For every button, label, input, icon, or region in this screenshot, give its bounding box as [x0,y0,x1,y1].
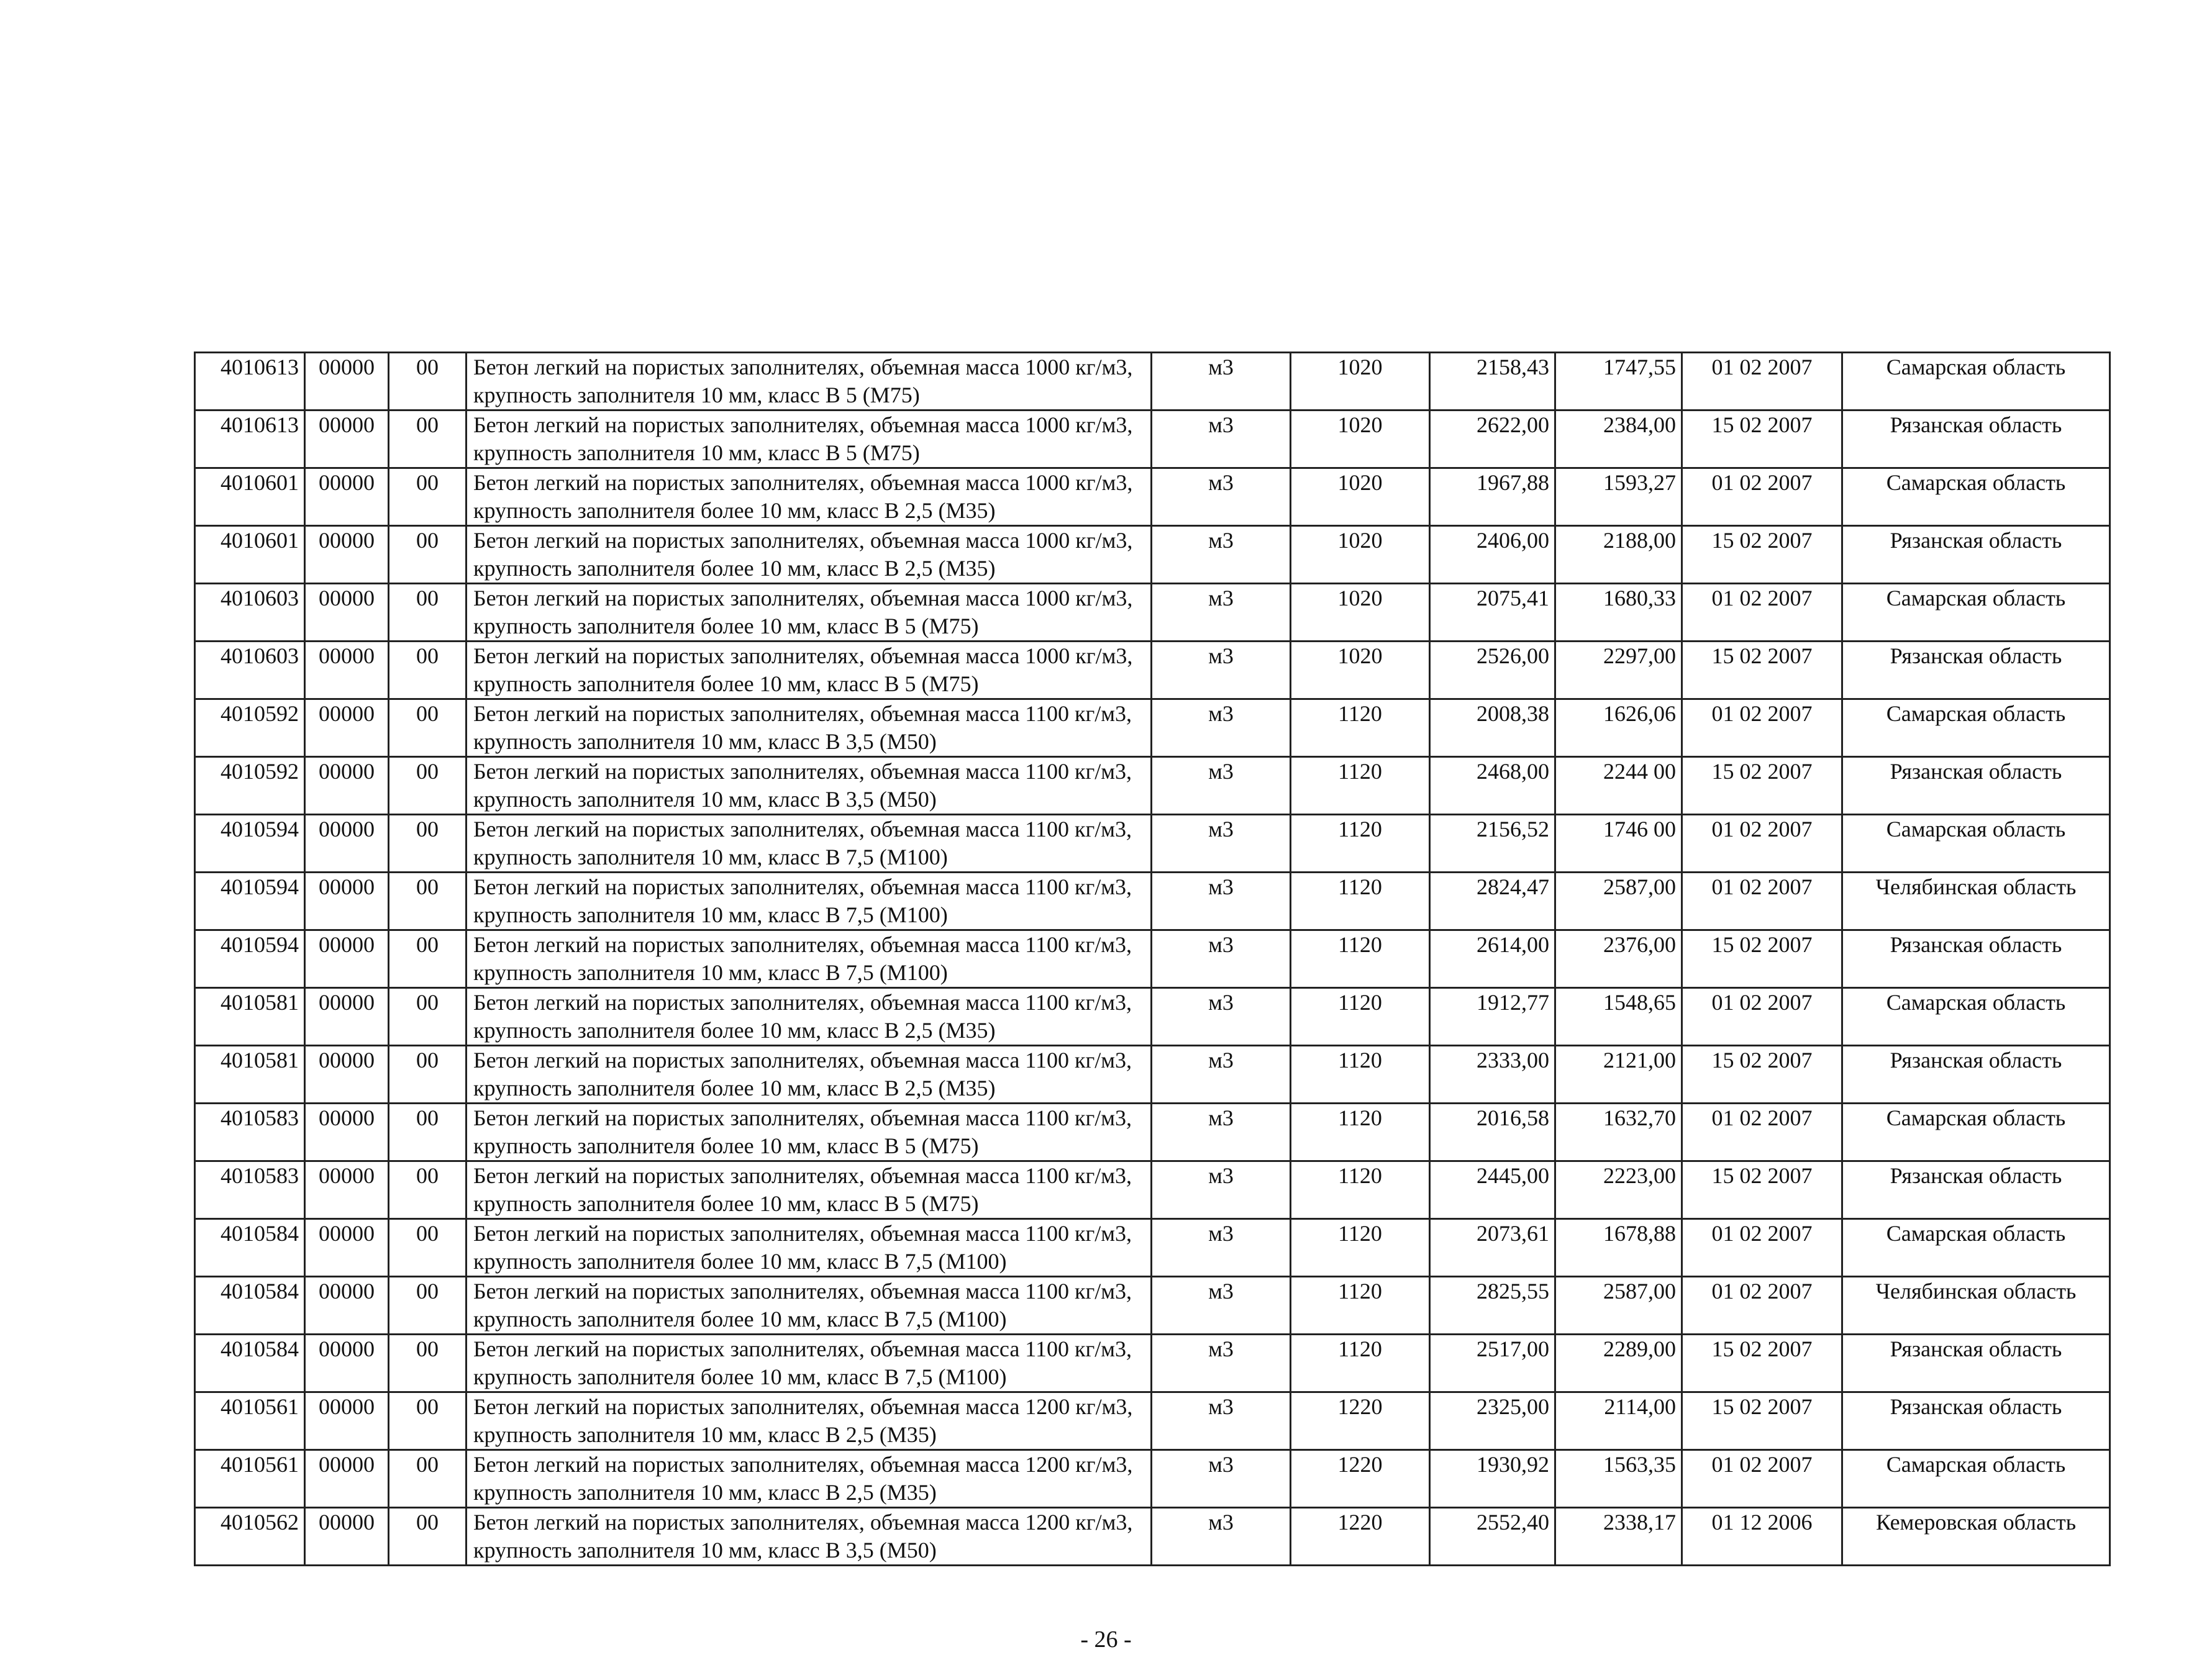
table-row [195,642,2110,699]
price-with-vat-cell: 2824,47 [1430,873,1555,930]
date-cell: 15 02 2007 [1682,411,1842,468]
subcode-cell: 00000 [305,584,389,642]
table-row [195,873,2110,930]
suffix-cell: 00 [389,642,467,699]
material-name-cell: Бетон легкий на пористых заполнителях, объемная масса 1000 кг/м3, крупность заполнителя более 10 мм, класс В 2,5 (М35) [467,526,1152,584]
mass-cell: 1220 [1291,1450,1430,1508]
price-cell: 2338,17 [1555,1508,1682,1566]
suffix-cell: 00 [389,1277,467,1335]
price-cell: 2297,00 [1555,642,1682,699]
material-name-cell: Бетон легкий на пористых заполнителях, объемная масса 1100 кг/м3, крупность заполнителя 10 мм, класс В 7,5 (М100) [467,930,1152,988]
table-row [195,1104,2110,1161]
region-cell: Рязанская область [1842,526,2110,584]
region-cell: Рязанская область [1842,1046,2110,1104]
region-cell: Самарская область [1842,699,2110,757]
suffix-cell: 00 [389,1392,467,1450]
unit-cell: м3 [1152,1392,1291,1450]
mass-cell: 1120 [1291,988,1430,1046]
unit-cell: м3 [1152,757,1291,815]
material-name-cell: Бетон легкий на пористых заполнителях, объемная масса 1200 кг/м3, крупность заполнителя 10 мм, класс В 2,5 (М35) [467,1450,1152,1508]
material-name-cell: Бетон легкий на пористых заполнителях, объемная масса 1100 кг/м3, крупность заполнителя 10 мм, класс В 7,5 (М100) [467,815,1152,873]
price-cell: 2384,00 [1555,411,1682,468]
mass-cell: 1120 [1291,1046,1430,1104]
suffix-cell: 00 [389,1161,467,1219]
mass-cell: 1120 [1291,757,1430,815]
suffix-cell: 00 [389,1046,467,1104]
date-cell: 15 02 2007 [1682,757,1842,815]
table-row [195,1161,2110,1219]
price-with-vat-cell: 1912,77 [1430,988,1555,1046]
table-row [195,1450,2110,1508]
mass-cell: 1020 [1291,642,1430,699]
unit-cell: м3 [1152,988,1291,1046]
material-name-cell: Бетон легкий на пористых заполнителях, объемная масса 1100 кг/м3, крупность заполнителя более 10 мм, класс В 7,5 (М100) [467,1219,1152,1277]
suffix-cell: 00 [389,353,467,411]
mass-cell: 1120 [1291,1219,1430,1277]
price-cell: 2121,00 [1555,1046,1682,1104]
price-with-vat-cell: 2552,40 [1430,1508,1555,1566]
date-cell: 01 02 2007 [1682,1104,1842,1161]
unit-cell: м3 [1152,930,1291,988]
material-name-cell: Бетон легкий на пористых заполнителях, объемная масса 1000 кг/м3, крупность заполнителя 10 мм, класс В 5 (М75) [467,353,1152,411]
price-cell: 2114,00 [1555,1392,1682,1450]
mass-cell: 1120 [1291,930,1430,988]
price-cell: 1548,65 [1555,988,1682,1046]
subcode-cell: 00000 [305,526,389,584]
material-name-cell: Бетон легкий на пористых заполнителях, объемная масса 1100 кг/м3, крупность заполнителя более 10 мм, класс В 7,5 (М100) [467,1277,1152,1335]
table-row [195,584,2110,642]
price-with-vat-cell: 2526,00 [1430,642,1555,699]
price-cell: 2188,00 [1555,526,1682,584]
suffix-cell: 00 [389,930,467,988]
date-cell: 15 02 2007 [1682,1392,1842,1450]
unit-cell: м3 [1152,815,1291,873]
resource-code-cell: 4010561 [195,1450,305,1508]
region-cell: Самарская область [1842,1104,2110,1161]
table-row [195,1335,2110,1392]
date-cell: 01 02 2007 [1682,353,1842,411]
price-cell: 2289,00 [1555,1335,1682,1392]
price-cell: 1678,88 [1555,1219,1682,1277]
mass-cell: 1020 [1291,468,1430,526]
region-cell: Рязанская область [1842,1335,2110,1392]
subcode-cell: 00000 [305,1277,389,1335]
unit-cell: м3 [1152,584,1291,642]
region-cell: Самарская область [1842,988,2110,1046]
subcode-cell: 00000 [305,757,389,815]
region-cell: Самарская область [1842,468,2110,526]
resource-code-cell: 4010581 [195,1046,305,1104]
suffix-cell: 00 [389,699,467,757]
subcode-cell: 00000 [305,1392,389,1450]
subcode-cell: 00000 [305,988,389,1046]
resource-code-cell: 4010562 [195,1508,305,1566]
region-cell: Рязанская область [1842,757,2110,815]
price-with-vat-cell: 2325,00 [1430,1392,1555,1450]
price-with-vat-cell: 2825,55 [1430,1277,1555,1335]
price-with-vat-cell: 2073,61 [1430,1219,1555,1277]
unit-cell: м3 [1152,1161,1291,1219]
region-cell: Самарская область [1842,353,2110,411]
price-with-vat-cell: 1930,92 [1430,1450,1555,1508]
mass-cell: 1120 [1291,815,1430,873]
date-cell: 01 02 2007 [1682,699,1842,757]
price-with-vat-cell: 2445,00 [1430,1161,1555,1219]
table-row [195,699,2110,757]
resource-code-cell: 4010581 [195,988,305,1046]
price-cell: 2244 00 [1555,757,1682,815]
resource-code-cell: 4010583 [195,1161,305,1219]
resource-code-cell: 4010592 [195,699,305,757]
price-with-vat-cell: 2406,00 [1430,526,1555,584]
unit-cell: м3 [1152,353,1291,411]
date-cell: 01 02 2007 [1682,988,1842,1046]
material-name-cell: Бетон легкий на пористых заполнителях, объемная масса 1100 кг/м3, крупность заполнителя 10 мм, класс В 3,5 (М50) [467,757,1152,815]
material-name-cell: Бетон легкий на пористых заполнителях, объемная масса 1100 кг/м3, крупность заполнителя более 10 мм, класс В 2,5 (М35) [467,1046,1152,1104]
material-name-cell: Бетон легкий на пористых заполнителях, объемная масса 1100 кг/м3, крупность заполнителя 10 мм, класс В 3,5 (М50) [467,699,1152,757]
table-row [195,526,2110,584]
subcode-cell: 00000 [305,1335,389,1392]
date-cell: 01 02 2007 [1682,1219,1842,1277]
unit-cell: м3 [1152,1277,1291,1335]
table-row [195,815,2110,873]
price-cell: 2587,00 [1555,1277,1682,1335]
material-name-cell: Бетон легкий на пористых заполнителях, объемная масса 1100 кг/м3, крупность заполнителя более 10 мм, класс В 7,5 (М100) [467,1335,1152,1392]
subcode-cell: 00000 [305,1046,389,1104]
material-name-cell: Бетон легкий на пористых заполнителях, объемная масса 1100 кг/м3, крупность заполнителя более 10 мм, класс В 5 (М75) [467,1161,1152,1219]
subcode-cell: 00000 [305,699,389,757]
region-cell: Самарская область [1842,815,2110,873]
price-cell: 1632,70 [1555,1104,1682,1161]
unit-cell: м3 [1152,873,1291,930]
price-table-container [194,352,2109,1566]
material-name-cell: Бетон легкий на пористых заполнителях, объемная масса 1200 кг/м3, крупность заполнителя 10 мм, класс В 2,5 (М35) [467,1392,1152,1450]
region-cell: Самарская область [1842,584,2110,642]
price-cell: 2223,00 [1555,1161,1682,1219]
table-row [195,1219,2110,1277]
unit-cell: м3 [1152,1450,1291,1508]
region-cell: Кемеровская область [1842,1508,2110,1566]
subcode-cell: 00000 [305,1508,389,1566]
resource-code-cell: 4010603 [195,642,305,699]
region-cell: Рязанская область [1842,411,2110,468]
price-with-vat-cell: 2158,43 [1430,353,1555,411]
material-name-cell: Бетон легкий на пористых заполнителях, объемная масса 1200 кг/м3, крупность заполнителя 10 мм, класс В 3,5 (М50) [467,1508,1152,1566]
resource-code-cell: 4010603 [195,584,305,642]
resource-code-cell: 4010584 [195,1277,305,1335]
price-cell: 2587,00 [1555,873,1682,930]
subcode-cell: 00000 [305,930,389,988]
mass-cell: 1120 [1291,1335,1430,1392]
region-cell: Челябинская область [1842,873,2110,930]
price-table [194,352,2111,1566]
price-with-vat-cell: 2468,00 [1430,757,1555,815]
suffix-cell: 00 [389,1104,467,1161]
suffix-cell: 00 [389,757,467,815]
resource-code-cell: 4010584 [195,1335,305,1392]
price-with-vat-cell: 2016,58 [1430,1104,1555,1161]
price-cell: 1563,35 [1555,1450,1682,1508]
mass-cell: 1220 [1291,1392,1430,1450]
material-name-cell: Бетон легкий на пористых заполнителях, объемная масса 1100 кг/м3, крупность заполнителя более 10 мм, класс В 5 (М75) [467,1104,1152,1161]
unit-cell: м3 [1152,642,1291,699]
region-cell: Самарская область [1842,1450,2110,1508]
table-row [195,757,2110,815]
subcode-cell: 00000 [305,411,389,468]
date-cell: 01 02 2007 [1682,468,1842,526]
table-row [195,988,2110,1046]
suffix-cell: 00 [389,873,467,930]
unit-cell: м3 [1152,1508,1291,1566]
unit-cell: м3 [1152,411,1291,468]
unit-cell: м3 [1152,1219,1291,1277]
price-cell: 1746 00 [1555,815,1682,873]
table-row [195,411,2110,468]
price-with-vat-cell: 2517,00 [1430,1335,1555,1392]
date-cell: 15 02 2007 [1682,930,1842,988]
mass-cell: 1120 [1291,699,1430,757]
mass-cell: 1120 [1291,1277,1430,1335]
date-cell: 01 02 2007 [1682,1450,1842,1508]
table-body [195,353,2110,1566]
resource-code-cell: 4010592 [195,757,305,815]
suffix-cell: 00 [389,1450,467,1508]
price-with-vat-cell: 2622,00 [1430,411,1555,468]
price-cell: 2376,00 [1555,930,1682,988]
region-cell: Челябинская область [1842,1277,2110,1335]
subcode-cell: 00000 [305,468,389,526]
material-name-cell: Бетон легкий на пористых заполнителях, объемная масса 1100 кг/м3, крупность заполнителя более 10 мм, класс В 2,5 (М35) [467,988,1152,1046]
subcode-cell: 00000 [305,353,389,411]
mass-cell: 1220 [1291,1508,1430,1566]
region-cell: Рязанская область [1842,930,2110,988]
region-cell: Рязанская область [1842,1392,2110,1450]
price-cell: 1626,06 [1555,699,1682,757]
resource-code-cell: 4010583 [195,1104,305,1161]
subcode-cell: 00000 [305,815,389,873]
date-cell: 01 02 2007 [1682,815,1842,873]
suffix-cell: 00 [389,1508,467,1566]
date-cell: 15 02 2007 [1682,526,1842,584]
resource-code-cell: 4010594 [195,930,305,988]
unit-cell: м3 [1152,1046,1291,1104]
date-cell: 15 02 2007 [1682,1046,1842,1104]
resource-code-cell: 4010613 [195,411,305,468]
date-cell: 15 02 2007 [1682,1161,1842,1219]
suffix-cell: 00 [389,468,467,526]
subcode-cell: 00000 [305,1161,389,1219]
material-name-cell: Бетон легкий на пористых заполнителях, объемная масса 1000 кг/м3, крупность заполнителя 10 мм, класс В 5 (М75) [467,411,1152,468]
table-row [195,930,2110,988]
resource-code-cell: 4010594 [195,815,305,873]
resource-code-cell: 4010601 [195,526,305,584]
suffix-cell: 00 [389,411,467,468]
page-number: - 26 - [1080,1626,1132,1653]
table-row [195,1277,2110,1335]
resource-code-cell: 4010594 [195,873,305,930]
subcode-cell: 00000 [305,1450,389,1508]
unit-cell: м3 [1152,468,1291,526]
table-row [195,1046,2110,1104]
resource-code-cell: 4010584 [195,1219,305,1277]
unit-cell: м3 [1152,699,1291,757]
mass-cell: 1120 [1291,1161,1430,1219]
unit-cell: м3 [1152,526,1291,584]
resource-code-cell: 4010601 [195,468,305,526]
mass-cell: 1020 [1291,411,1430,468]
date-cell: 01 02 2007 [1682,584,1842,642]
price-cell: 1593,27 [1555,468,1682,526]
mass-cell: 1020 [1291,584,1430,642]
date-cell: 01 02 2007 [1682,1277,1842,1335]
unit-cell: м3 [1152,1104,1291,1161]
subcode-cell: 00000 [305,1104,389,1161]
suffix-cell: 00 [389,1219,467,1277]
date-cell: 15 02 2007 [1682,1335,1842,1392]
subcode-cell: 00000 [305,1219,389,1277]
price-with-vat-cell: 2333,00 [1430,1046,1555,1104]
region-cell: Рязанская область [1842,1161,2110,1219]
price-cell: 1747,55 [1555,353,1682,411]
mass-cell: 1020 [1291,526,1430,584]
date-cell: 01 12 2006 [1682,1508,1842,1566]
price-with-vat-cell: 2075,41 [1430,584,1555,642]
table-row [195,353,2110,411]
price-with-vat-cell: 1967,88 [1430,468,1555,526]
suffix-cell: 00 [389,584,467,642]
material-name-cell: Бетон легкий на пористых заполнителях, объемная масса 1000 кг/м3, крупность заполнителя более 10 мм, класс В 2,5 (М35) [467,468,1152,526]
region-cell: Рязанская область [1842,642,2110,699]
price-with-vat-cell: 2008,38 [1430,699,1555,757]
suffix-cell: 00 [389,526,467,584]
material-name-cell: Бетон легкий на пористых заполнителях, объемная масса 1100 кг/м3, крупность заполнителя 10 мм, класс В 7,5 (М100) [467,873,1152,930]
suffix-cell: 00 [389,1335,467,1392]
subcode-cell: 00000 [305,873,389,930]
price-with-vat-cell: 2156,52 [1430,815,1555,873]
region-cell: Самарская область [1842,1219,2110,1277]
table-row [195,468,2110,526]
date-cell: 15 02 2007 [1682,642,1842,699]
subcode-cell: 00000 [305,642,389,699]
table-row [195,1392,2110,1450]
resource-code-cell: 4010613 [195,353,305,411]
material-name-cell: Бетон легкий на пористых заполнителях, объемная масса 1000 кг/м3, крупность заполнителя более 10 мм, класс В 5 (М75) [467,584,1152,642]
price-with-vat-cell: 2614,00 [1430,930,1555,988]
suffix-cell: 00 [389,988,467,1046]
unit-cell: м3 [1152,1335,1291,1392]
mass-cell: 1120 [1291,1104,1430,1161]
resource-code-cell: 4010561 [195,1392,305,1450]
date-cell: 01 02 2007 [1682,873,1842,930]
suffix-cell: 00 [389,815,467,873]
mass-cell: 1120 [1291,873,1430,930]
price-cell: 1680,33 [1555,584,1682,642]
mass-cell: 1020 [1291,353,1430,411]
material-name-cell: Бетон легкий на пористых заполнителях, объемная масса 1000 кг/м3, крупность заполнителя более 10 мм, класс В 5 (М75) [467,642,1152,699]
table-row [195,1508,2110,1566]
